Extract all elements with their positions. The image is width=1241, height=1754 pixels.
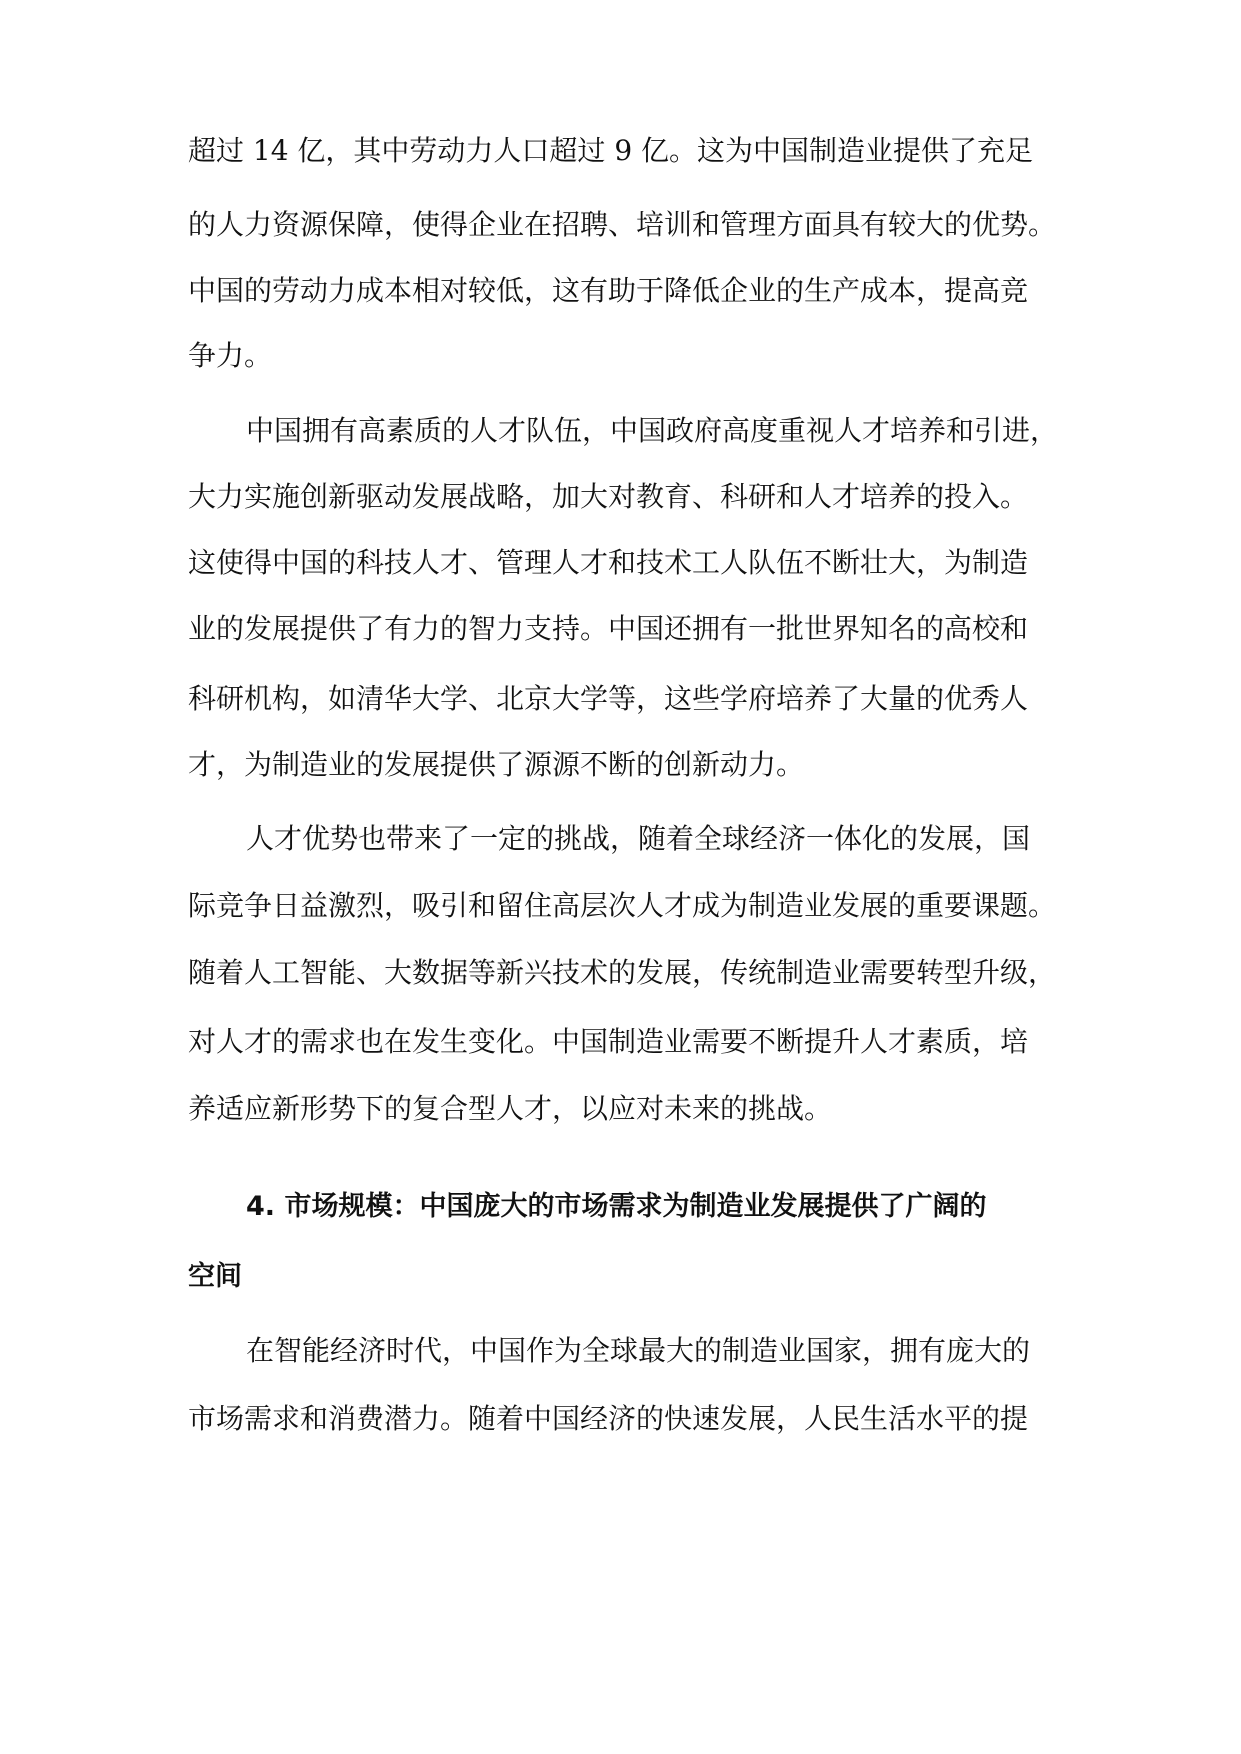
paragraph-line: 中国拥有高素质的人才队伍，中国政府高度重视人才培养和引进， <box>246 414 1059 447</box>
paragraph-line: 中国的劳动力成本相对较低，这有助于降低企业的生产成本，提高竞 <box>188 274 1029 307</box>
paragraph-line: 这使得中国的科技人才、管理人才和技术工人队伍不断壮大，为制造 <box>188 546 1029 579</box>
paragraph-line: 人才优势也带来了一定的挑战，随着全球经济一体化的发展，国 <box>246 822 1031 855</box>
paragraph-line: 在智能经济时代，中国作为全球最大的制造业国家，拥有庞大的 <box>246 1334 1031 1367</box>
paragraph-line: 对人才的需求也在发生变化。中国制造业需要不断提升人才素质，培 <box>188 1025 1029 1058</box>
paragraph-line: 科研机构，如清华大学、北京大学等，这些学府培养了大量的优秀人 <box>188 682 1029 715</box>
paragraph-line: 随着人工智能、大数据等新兴技术的发展，传统制造业需要转型升级， <box>188 956 1057 989</box>
section-heading: 4. 市场规模：中国庞大的市场需求为制造业发展提供了广阔的 <box>246 1191 987 1222</box>
paragraph-line: 际竞争日益激烈，吸引和留住高层次人才成为制造业发展的重要课题。 <box>188 889 1057 922</box>
paragraph-line: 争力。 <box>188 339 273 372</box>
paragraph-line: 的人力资源保障，使得企业在招聘、培训和管理方面具有较大的优势。 <box>188 208 1057 241</box>
paragraph-line: 市场需求和消费潜力。随着中国经济的快速发展，人民生活水平的提 <box>188 1402 1029 1435</box>
paragraph-line: 超过 14 亿，其中劳动力人口超过 9 亿。这为中国制造业提供了充足 <box>188 134 1034 167</box>
paragraph-line: 养适应新形势下的复合型人才，以应对未来的挑战。 <box>188 1092 833 1125</box>
section-heading-continuation: 空间 <box>188 1261 242 1292</box>
paragraph-line: 才，为制造业的发展提供了源源不断的创新动力。 <box>188 748 805 781</box>
paragraph-line: 业的发展提供了有力的智力支持。中国还拥有一批世界知名的高校和 <box>188 612 1029 645</box>
paragraph-line: 大力实施创新驱动发展战略，加大对教育、科研和人才培养的投入。 <box>188 480 1029 513</box>
